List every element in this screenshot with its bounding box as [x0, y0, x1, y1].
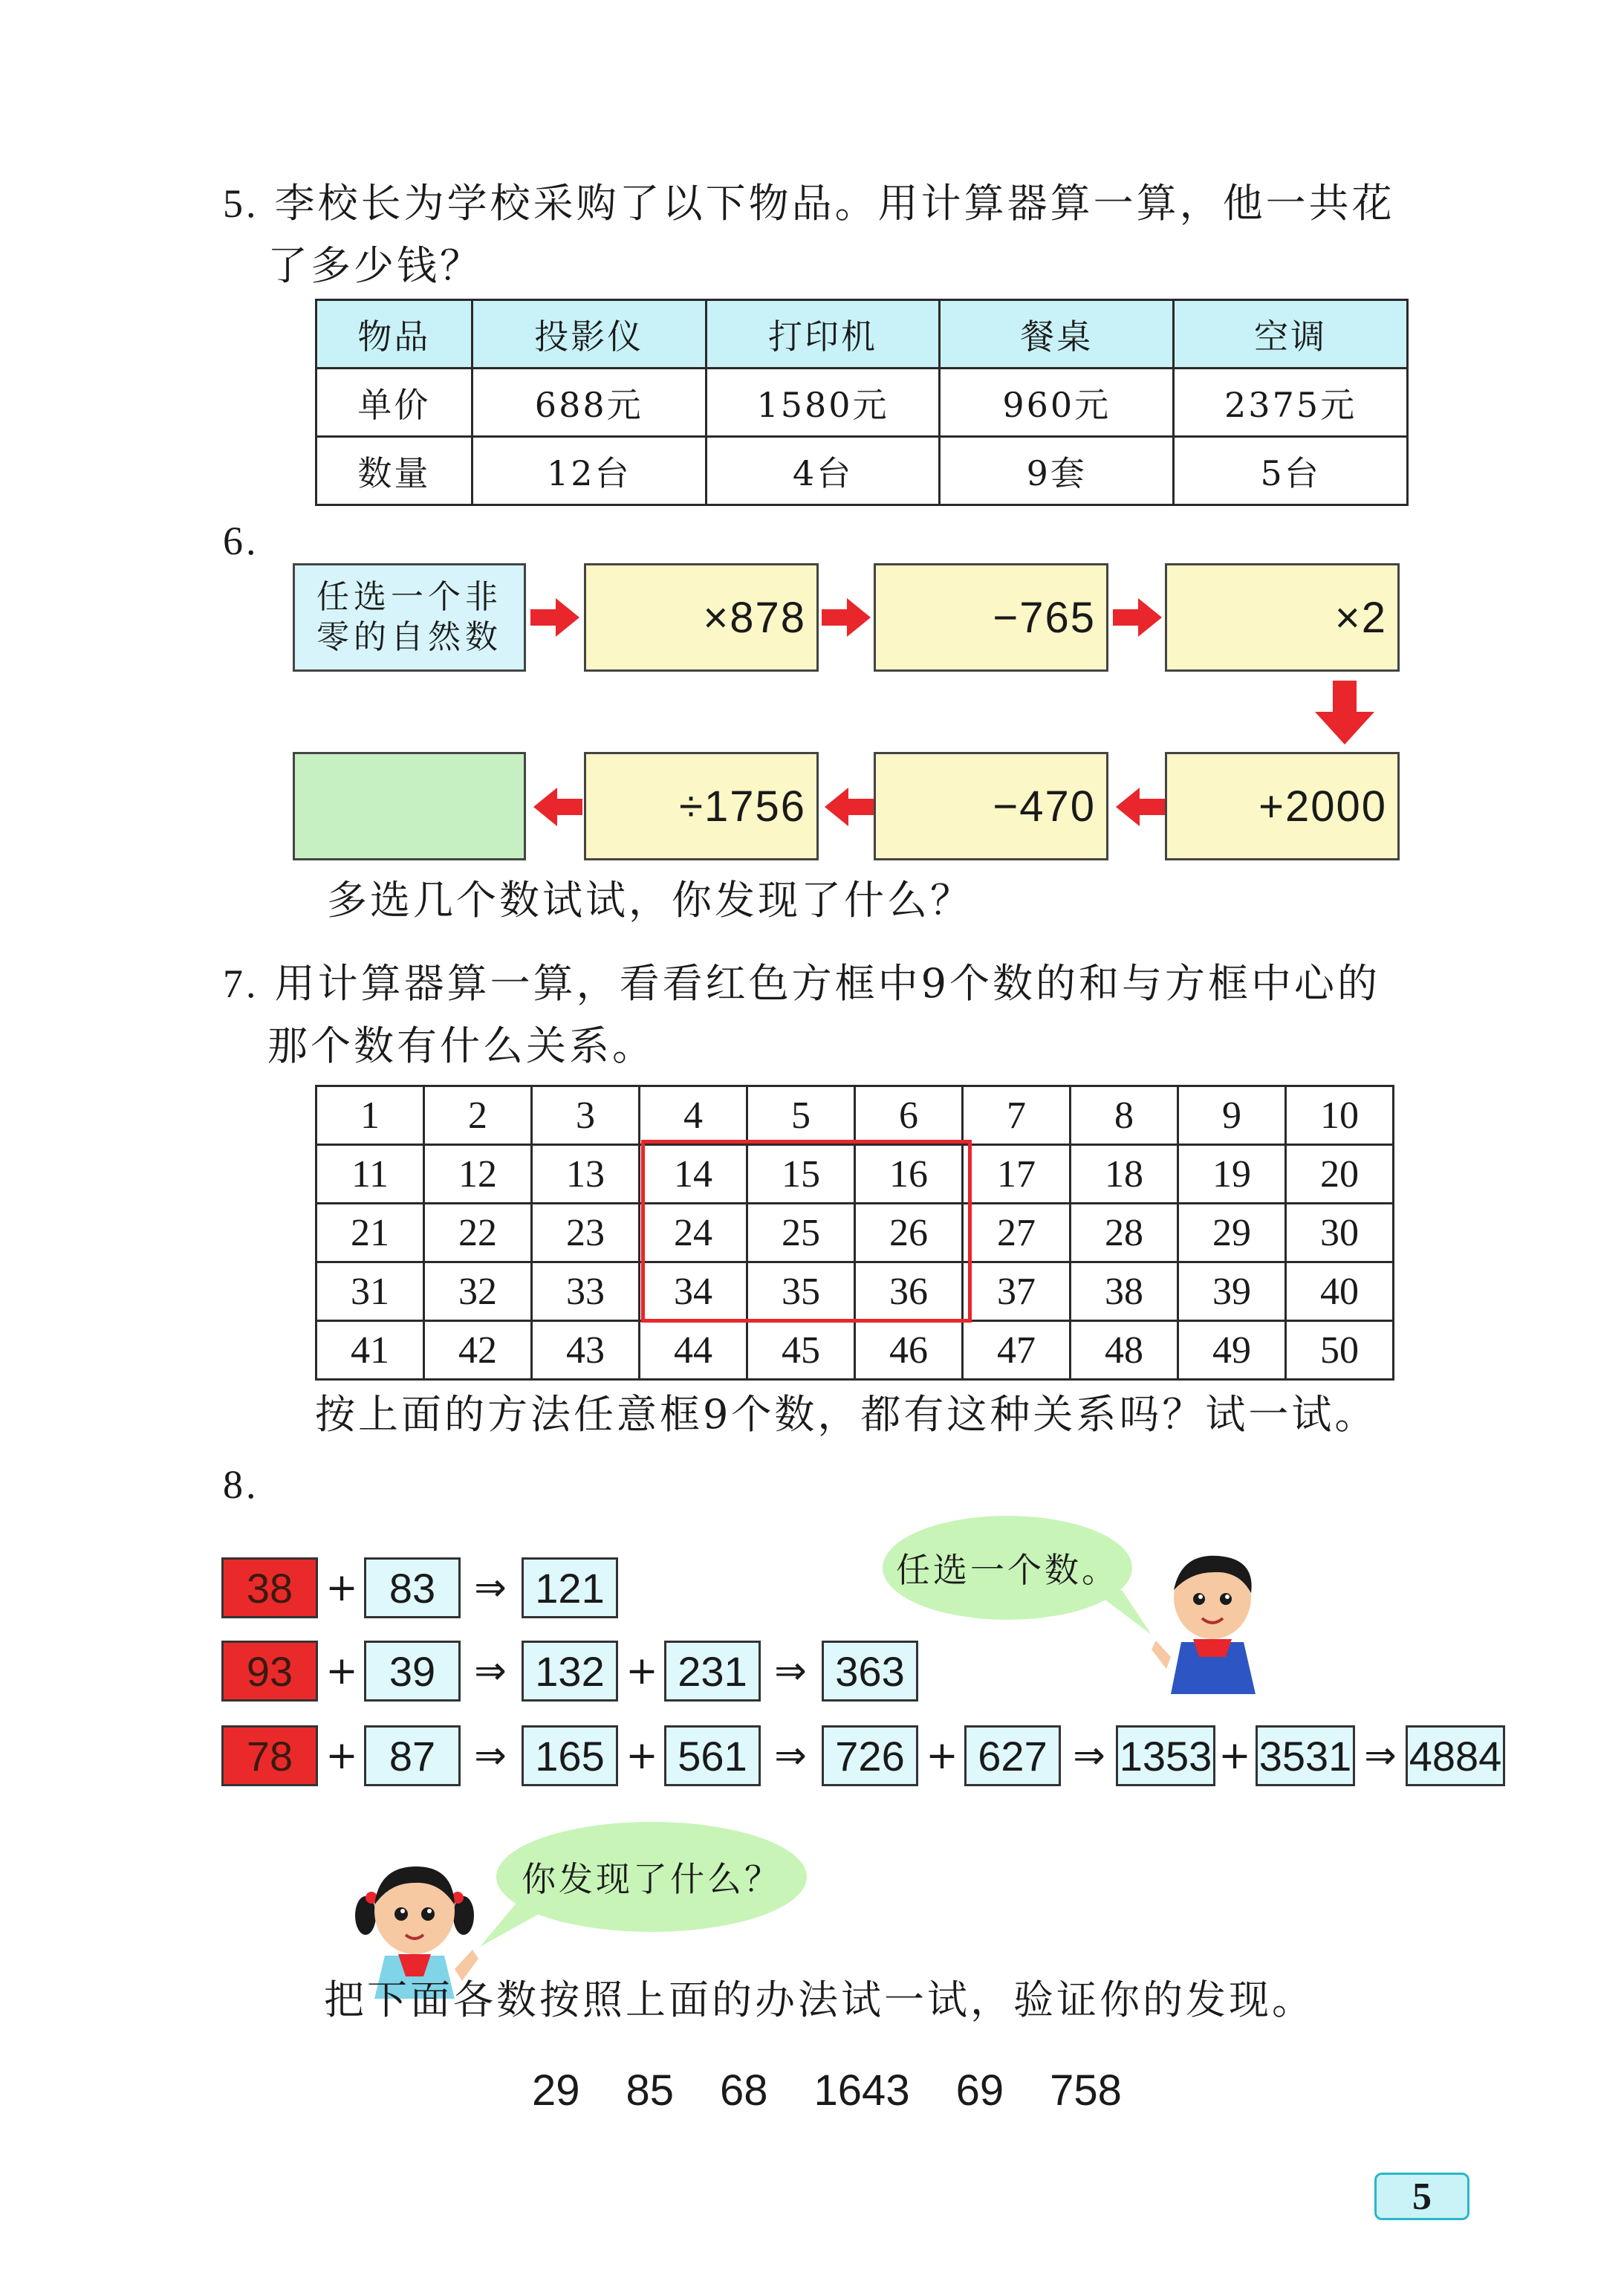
grid-cell: 31 [316, 1262, 424, 1321]
number-box-reversed: 3531 [1256, 1725, 1355, 1786]
table-row-price [316, 369, 1408, 437]
plus-sign: + [325, 1649, 358, 1693]
boy-illustration-icon [1152, 1545, 1270, 1694]
arrow-down-icon [1315, 681, 1374, 745]
grid-cell: 30 [1286, 1204, 1394, 1262]
list-item: 85 [626, 2066, 675, 2115]
grid-cell: 15 [747, 1145, 855, 1204]
grid-cell: 36 [855, 1262, 963, 1321]
bubble-girl-text: 你发现了什么？ [522, 1859, 782, 1899]
table-cell: 打印机 [706, 300, 940, 369]
flow-start-box: 任选一个非 零的自然数 [293, 563, 526, 672]
grid-cell: 20 [1286, 1145, 1394, 1204]
q5-price-table [315, 299, 1409, 506]
bubble-tail-icon [480, 1902, 547, 1947]
grid-cell: 11 [316, 1145, 424, 1204]
table-cell: 数量 [316, 437, 472, 505]
table-row [316, 1321, 1394, 1380]
flow-box-multiply-878: ×878 [584, 563, 819, 672]
list-item: 69 [955, 2066, 1004, 2115]
grid-cell: 27 [963, 1204, 1071, 1262]
red-frame [641, 1140, 972, 1323]
plus-sign: + [1218, 1733, 1251, 1778]
number-box-reversed: 561 [664, 1725, 761, 1786]
grid-cell: 42 [424, 1321, 532, 1380]
bubble-tail-icon [1092, 1590, 1152, 1635]
grid-cell: 26 [855, 1204, 963, 1262]
flow-box-minus-765: −765 [874, 563, 1108, 672]
q5-text-line1: 李校长为学校采购了以下物品。用计算器算一算，他一共花 [274, 180, 1395, 227]
number-box-sum: 165 [522, 1725, 618, 1786]
grid-cell: 45 [747, 1321, 855, 1380]
number-box-sum: 1353 [1116, 1725, 1215, 1786]
q5-line2: 了多少钱？ [267, 242, 483, 289]
table-cell: 餐桌 [940, 300, 1174, 369]
grid-cell: 32 [424, 1262, 532, 1321]
arrow-left-icon [825, 788, 874, 826]
q6-number: 6. [223, 519, 259, 563]
grid-cell: 4 [640, 1086, 747, 1145]
flow-box-plus-2000: +2000 [1165, 752, 1400, 860]
table-cell: 2375元 [1174, 369, 1408, 437]
list-item: 758 [1050, 2066, 1122, 2115]
number-box-sum: 4884 [1406, 1725, 1505, 1786]
grid-cell: 47 [963, 1321, 1071, 1380]
grid-cell: 23 [532, 1204, 640, 1262]
grid-cell: 41 [316, 1321, 424, 1380]
grid-cell: 24 [640, 1204, 747, 1262]
grid-cell: 22 [424, 1204, 532, 1262]
implies-sign: ⇒ [774, 1649, 807, 1693]
arrow-left-icon [1116, 788, 1165, 826]
implies-sign: ⇒ [1364, 1733, 1397, 1778]
q8-number: 8. [223, 1462, 259, 1507]
grid-cell: 5 [747, 1086, 855, 1145]
grid-cell: 35 [747, 1262, 855, 1321]
plus-sign: + [325, 1733, 358, 1778]
flow-result-box [293, 752, 526, 860]
q6-question: 多选几个数试试，你发现了什么？ [327, 877, 973, 924]
q8-number-list [532, 2066, 1168, 2115]
implies-sign: ⇒ [474, 1733, 507, 1778]
bubble-boy-text: 任选一个数。 [896, 1550, 1119, 1590]
number-box-sum: 726 [822, 1725, 918, 1786]
grid-cell: 14 [640, 1145, 747, 1204]
grid-cell: 7 [963, 1086, 1071, 1145]
number-box-reversed: 87 [364, 1725, 461, 1786]
grid-cell: 18 [1071, 1145, 1178, 1204]
grid-cell: 13 [532, 1145, 640, 1204]
grid-cell: 21 [316, 1204, 424, 1262]
grid-cell: 46 [855, 1321, 963, 1380]
q5-number: 5. [223, 181, 259, 226]
q7-question: 按上面的方法任意框9个数，都有这种关系吗？试一试。 [315, 1391, 1378, 1438]
grid-cell: 38 [1071, 1262, 1178, 1321]
number-box-reversed: 39 [364, 1641, 461, 1702]
table-cell: 688元 [472, 369, 706, 437]
table-cell: 单价 [316, 369, 472, 437]
flow-box-divide-1756: ÷1756 [584, 752, 819, 860]
grid-cell: 50 [1286, 1321, 1394, 1380]
grid-cell: 34 [640, 1262, 747, 1321]
q8-instruction: 把下面各数按照上面的办法试一试，验证你的发现。 [324, 1976, 1315, 2023]
grid-cell: 49 [1178, 1321, 1286, 1380]
list-item: 29 [532, 2066, 580, 2115]
grid-cell: 29 [1178, 1204, 1286, 1262]
grid-cell: 19 [1178, 1145, 1286, 1204]
grid-cell: 2 [424, 1086, 532, 1145]
q7-line2: 那个数有什么关系。 [267, 1022, 655, 1069]
arrow-left-icon [533, 788, 582, 826]
grid-cell: 17 [963, 1145, 1071, 1204]
grid-cell: 48 [1071, 1321, 1178, 1380]
grid-cell: 9 [1178, 1086, 1286, 1145]
number-box-sum: 132 [522, 1641, 618, 1702]
arrow-right-icon [822, 598, 871, 637]
q5-line1 [223, 172, 1395, 235]
grid-cell: 28 [1071, 1204, 1178, 1262]
implies-sign: ⇒ [1073, 1733, 1105, 1778]
arrow-right-icon [1113, 598, 1162, 637]
list-item: 1643 [813, 2066, 910, 2115]
grid-cell: 37 [963, 1262, 1071, 1321]
table-row-quantity [316, 437, 1408, 505]
grid-cell: 1 [316, 1086, 424, 1145]
plus-sign: + [626, 1649, 658, 1693]
grid-cell: 25 [747, 1204, 855, 1262]
table-cell: 9套 [940, 437, 1174, 505]
table-cell: 投影仪 [472, 300, 706, 369]
table-cell: 1580元 [706, 369, 940, 437]
arrow-right-icon [530, 598, 579, 637]
flow-box-minus-470: −470 [874, 752, 1108, 860]
q7-number: 7. [223, 961, 259, 1006]
grid-cell: 43 [532, 1321, 640, 1380]
grid-cell: 16 [855, 1145, 963, 1204]
number-box-start: 78 [221, 1725, 318, 1786]
grid-cell: 40 [1286, 1262, 1394, 1321]
table-cell: 物品 [316, 300, 472, 369]
grid-cell: 44 [640, 1321, 747, 1380]
table-cell: 5台 [1174, 437, 1408, 505]
page-number: 5 [1374, 2173, 1469, 2220]
table-row-header [316, 300, 1408, 369]
plus-sign: + [926, 1733, 958, 1778]
list-item: 68 [720, 2066, 768, 2115]
table-cell: 960元 [940, 369, 1174, 437]
implies-sign: ⇒ [474, 1566, 507, 1610]
number-box-reversed: 231 [664, 1641, 761, 1702]
table-row [316, 1086, 1394, 1145]
number-box-sum: 363 [822, 1641, 918, 1702]
number-box-reversed: 627 [964, 1725, 1061, 1786]
number-box-start: 38 [221, 1557, 318, 1618]
table-cell: 空调 [1174, 300, 1408, 369]
table-cell: 12台 [472, 437, 706, 505]
grid-cell: 3 [532, 1086, 640, 1145]
grid-cell: 12 [424, 1145, 532, 1204]
grid-cell: 6 [855, 1086, 963, 1145]
flow-box-multiply-2: ×2 [1165, 563, 1400, 672]
table-cell: 4台 [706, 437, 940, 505]
number-box-start: 93 [221, 1641, 318, 1702]
grid-cell: 8 [1071, 1086, 1178, 1145]
q7-text-line1: 用计算器算一算，看看红色方框中9个数的和与方框中心的 [274, 960, 1381, 1007]
implies-sign: ⇒ [774, 1733, 807, 1778]
number-box-reversed: 83 [364, 1557, 461, 1618]
grid-cell: 33 [532, 1262, 640, 1321]
grid-cell: 39 [1178, 1262, 1286, 1321]
number-box-sum: 121 [522, 1557, 618, 1618]
plus-sign: + [626, 1733, 658, 1778]
plus-sign: + [325, 1566, 358, 1610]
q7-line1 [223, 953, 1380, 1015]
grid-cell: 10 [1286, 1086, 1394, 1145]
implies-sign: ⇒ [474, 1649, 507, 1693]
